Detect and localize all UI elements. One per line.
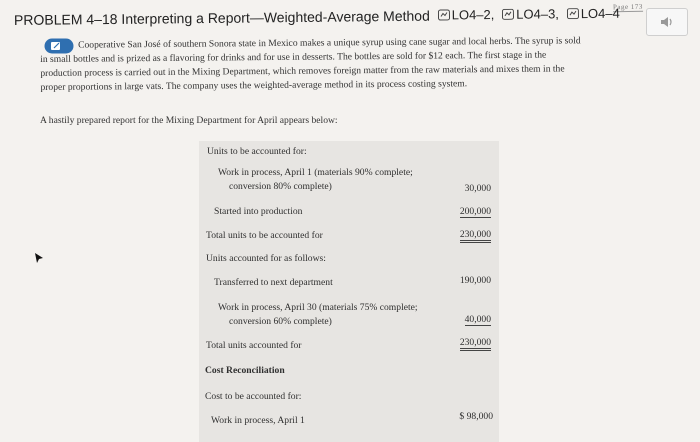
intro-line: proper proportions in large vats. The company uses the weighted-average method in its process costing system. — [40, 78, 468, 93]
problem-title: PROBLEM 4–18 Interpreting a Report—Weighted-Average Method — [13, 7, 430, 28]
started-value: 200,000 — [459, 206, 491, 217]
speaker-icon — [660, 16, 674, 28]
problem-intro — [40, 34, 640, 95]
intro-line: Cooperative San José of southern Sonora state in Mexico makes a unique syrup using cane sugar and local herbs. The syrup is sold — [78, 35, 581, 51]
wip-april30-value: 40,000 — [464, 314, 491, 325]
units-heading: Units to be accounted for: — [207, 146, 307, 157]
learning-objective-icon — [567, 8, 579, 19]
wip-cost-value: $ 98,000 — [459, 411, 493, 422]
learning-objective-icon — [438, 9, 450, 20]
wip-april1-label-cont: conversion 80% complete) — [229, 181, 332, 192]
wip-april1-label: Work in process, April 1 (materials 90% complete; — [218, 167, 413, 178]
wip-april30-label-cont: conversion 60% complete) — [229, 316, 332, 327]
started-label: Started into production — [214, 206, 303, 217]
cost-reconciliation-heading: Cost Reconciliation — [205, 365, 285, 376]
lo-link-label: LO4–2, — [451, 6, 495, 23]
lo-link-1[interactable] — [438, 7, 495, 23]
audio-button[interactable] — [646, 8, 688, 36]
cost-to-account-label: Cost to be accounted for: — [205, 391, 302, 402]
total-to-account-value: 230,000 — [460, 229, 491, 243]
problem-header — [13, 2, 654, 28]
wip-cost-label: Work in process, April 1 — [211, 415, 305, 426]
report-caption: A hastily prepared report for the Mixing Department for April appears below: — [40, 115, 338, 126]
total-accounted-label: Total units accounted for — [206, 340, 302, 351]
accounted-heading: Units accounted for as follows: — [206, 253, 326, 264]
intro-line: production process is carried out in the Mixing Department, which removes foreign matter from the raw materials and mixes them in the — [40, 63, 565, 79]
lo-link-2[interactable] — [502, 6, 559, 22]
transferred-label: Transferred to next department — [214, 277, 333, 288]
total-to-account-label: Total units to be accounted for — [206, 230, 323, 241]
lo-link-label: LO4–3, — [516, 6, 559, 22]
transferred-value: 190,000 — [459, 275, 491, 286]
lo-link-3[interactable] — [567, 6, 620, 22]
intro-line: in small bottles and is prized as a flavoring for drinks and for use in desserts. The bottles are sold for $12 each. The first stage in the — [40, 49, 547, 65]
mixing-report — [199, 141, 499, 442]
page-number-tag: Page 173 — [612, 2, 643, 12]
wip-april30-label: Work in process, April 30 (materials 75% complete; — [218, 302, 418, 313]
wip-april1-value: 30,000 — [464, 183, 491, 194]
mouse-cursor-icon — [34, 252, 44, 264]
learning-objective-icon — [502, 9, 514, 20]
lo-link-label: LO4–4 — [580, 5, 620, 22]
total-accounted-value: 230,000 — [460, 337, 491, 351]
